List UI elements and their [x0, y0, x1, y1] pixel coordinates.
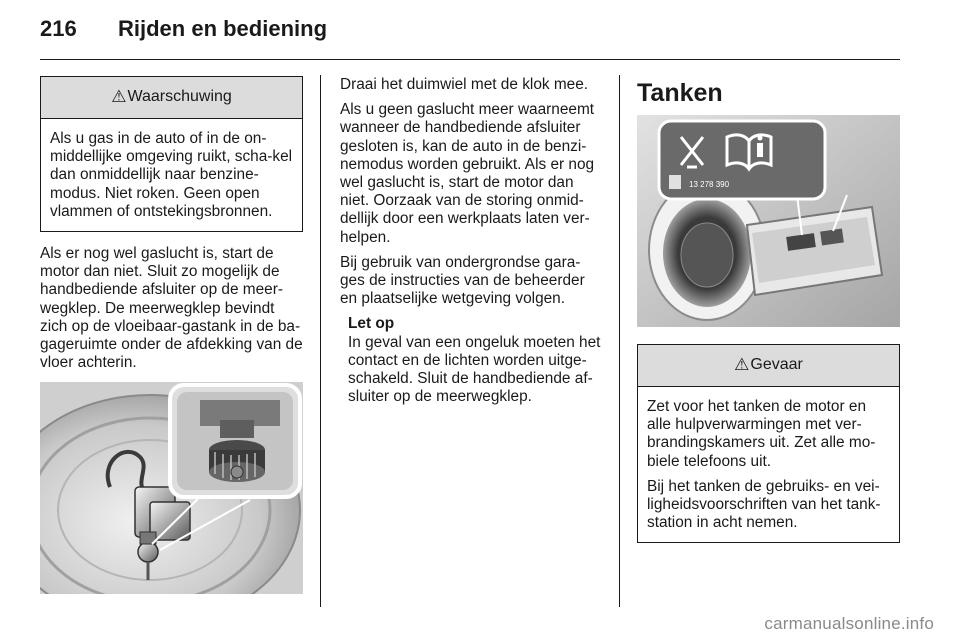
gas-smell-paragraph: Als er nog wel gaslucht is, start de motor dan niet. Sluit zo mogelijk de handbediende afsluiter op de meer-wegklep. De meerwegklep bevindt zich op de vloeibaar-gastank in de ba-gageruimte onder de afdekking van de vloer achterin. [40, 245, 303, 372]
column-left [40, 76, 303, 594]
danger-text-1: Zet voor het tanken de motor en alle hulpverwarmingen met ver-brandingskamers uit. Zet alle mo-biele telefoons uit. [647, 398, 876, 470]
note-text: In geval van een ongeluk moeten het contact en de lichten worden uitge-schakeld. Sluit de handbediende af-sluiter op de meerwegklep. [348, 333, 601, 406]
warning-triangle-icon: ⚠ [734, 355, 750, 375]
danger-box [637, 344, 900, 543]
danger-box-header [638, 345, 899, 387]
filler-label-number: 13 278 390 [689, 180, 730, 189]
column-middle [340, 76, 604, 406]
valve-illustration [40, 382, 303, 594]
warning-box-header [41, 77, 302, 119]
header-rule [40, 59, 900, 60]
chapter-title: Rijden en bediening [118, 16, 328, 41]
fuel-filler-illustration [637, 115, 900, 327]
warning-box [40, 76, 303, 232]
watermark: carmanualsonline.info [764, 614, 934, 633]
section-title: Tanken [637, 79, 723, 107]
danger-text-2: Bij het tanken de gebruiks- en vei-ligheidsvoorschriften van het tank-station in acht nemen. [647, 477, 881, 532]
page-number: 216 [40, 16, 77, 41]
note-title: Let op [348, 315, 395, 333]
column-divider-1 [320, 75, 321, 607]
warning-triangle-icon: ⚠ [111, 87, 127, 107]
danger-box-title: Gevaar [750, 356, 803, 374]
warning-box-title: Waarschuwing [127, 88, 232, 106]
instruction-paragraph-3: Bij gebruik van ondergrondse gara-ges de instructies van de beheerder en plaatselijke wetgeving volgen. [340, 253, 585, 308]
danger-box-body [638, 387, 899, 542]
warning-box-body [41, 119, 302, 231]
note-block [340, 315, 604, 406]
warning-text: Als u gas in de auto of in de on-middellijke omgeving ruikt, scha-kel dan onmiddellijk naar benzine-modus. Niet roken. Geen open vlammen of ontstekingsbronnen. [50, 130, 293, 220]
instruction-paragraph-1: Draai het duimwiel met de klok mee. [340, 76, 589, 93]
column-divider-2 [619, 75, 620, 607]
instruction-paragraph-2: Als u geen gaslucht meer waarneemt wanneer de handbediende afsluiter gesloten is, kan de auto in de benzi-nemodus worden gebruikt. Als er nog wel gaslucht is, start de motor dan niet. Oorzaak van de storing onmid-dellijk door een werkplaats laten ver-helpen. [340, 101, 595, 246]
column-right [637, 76, 900, 543]
